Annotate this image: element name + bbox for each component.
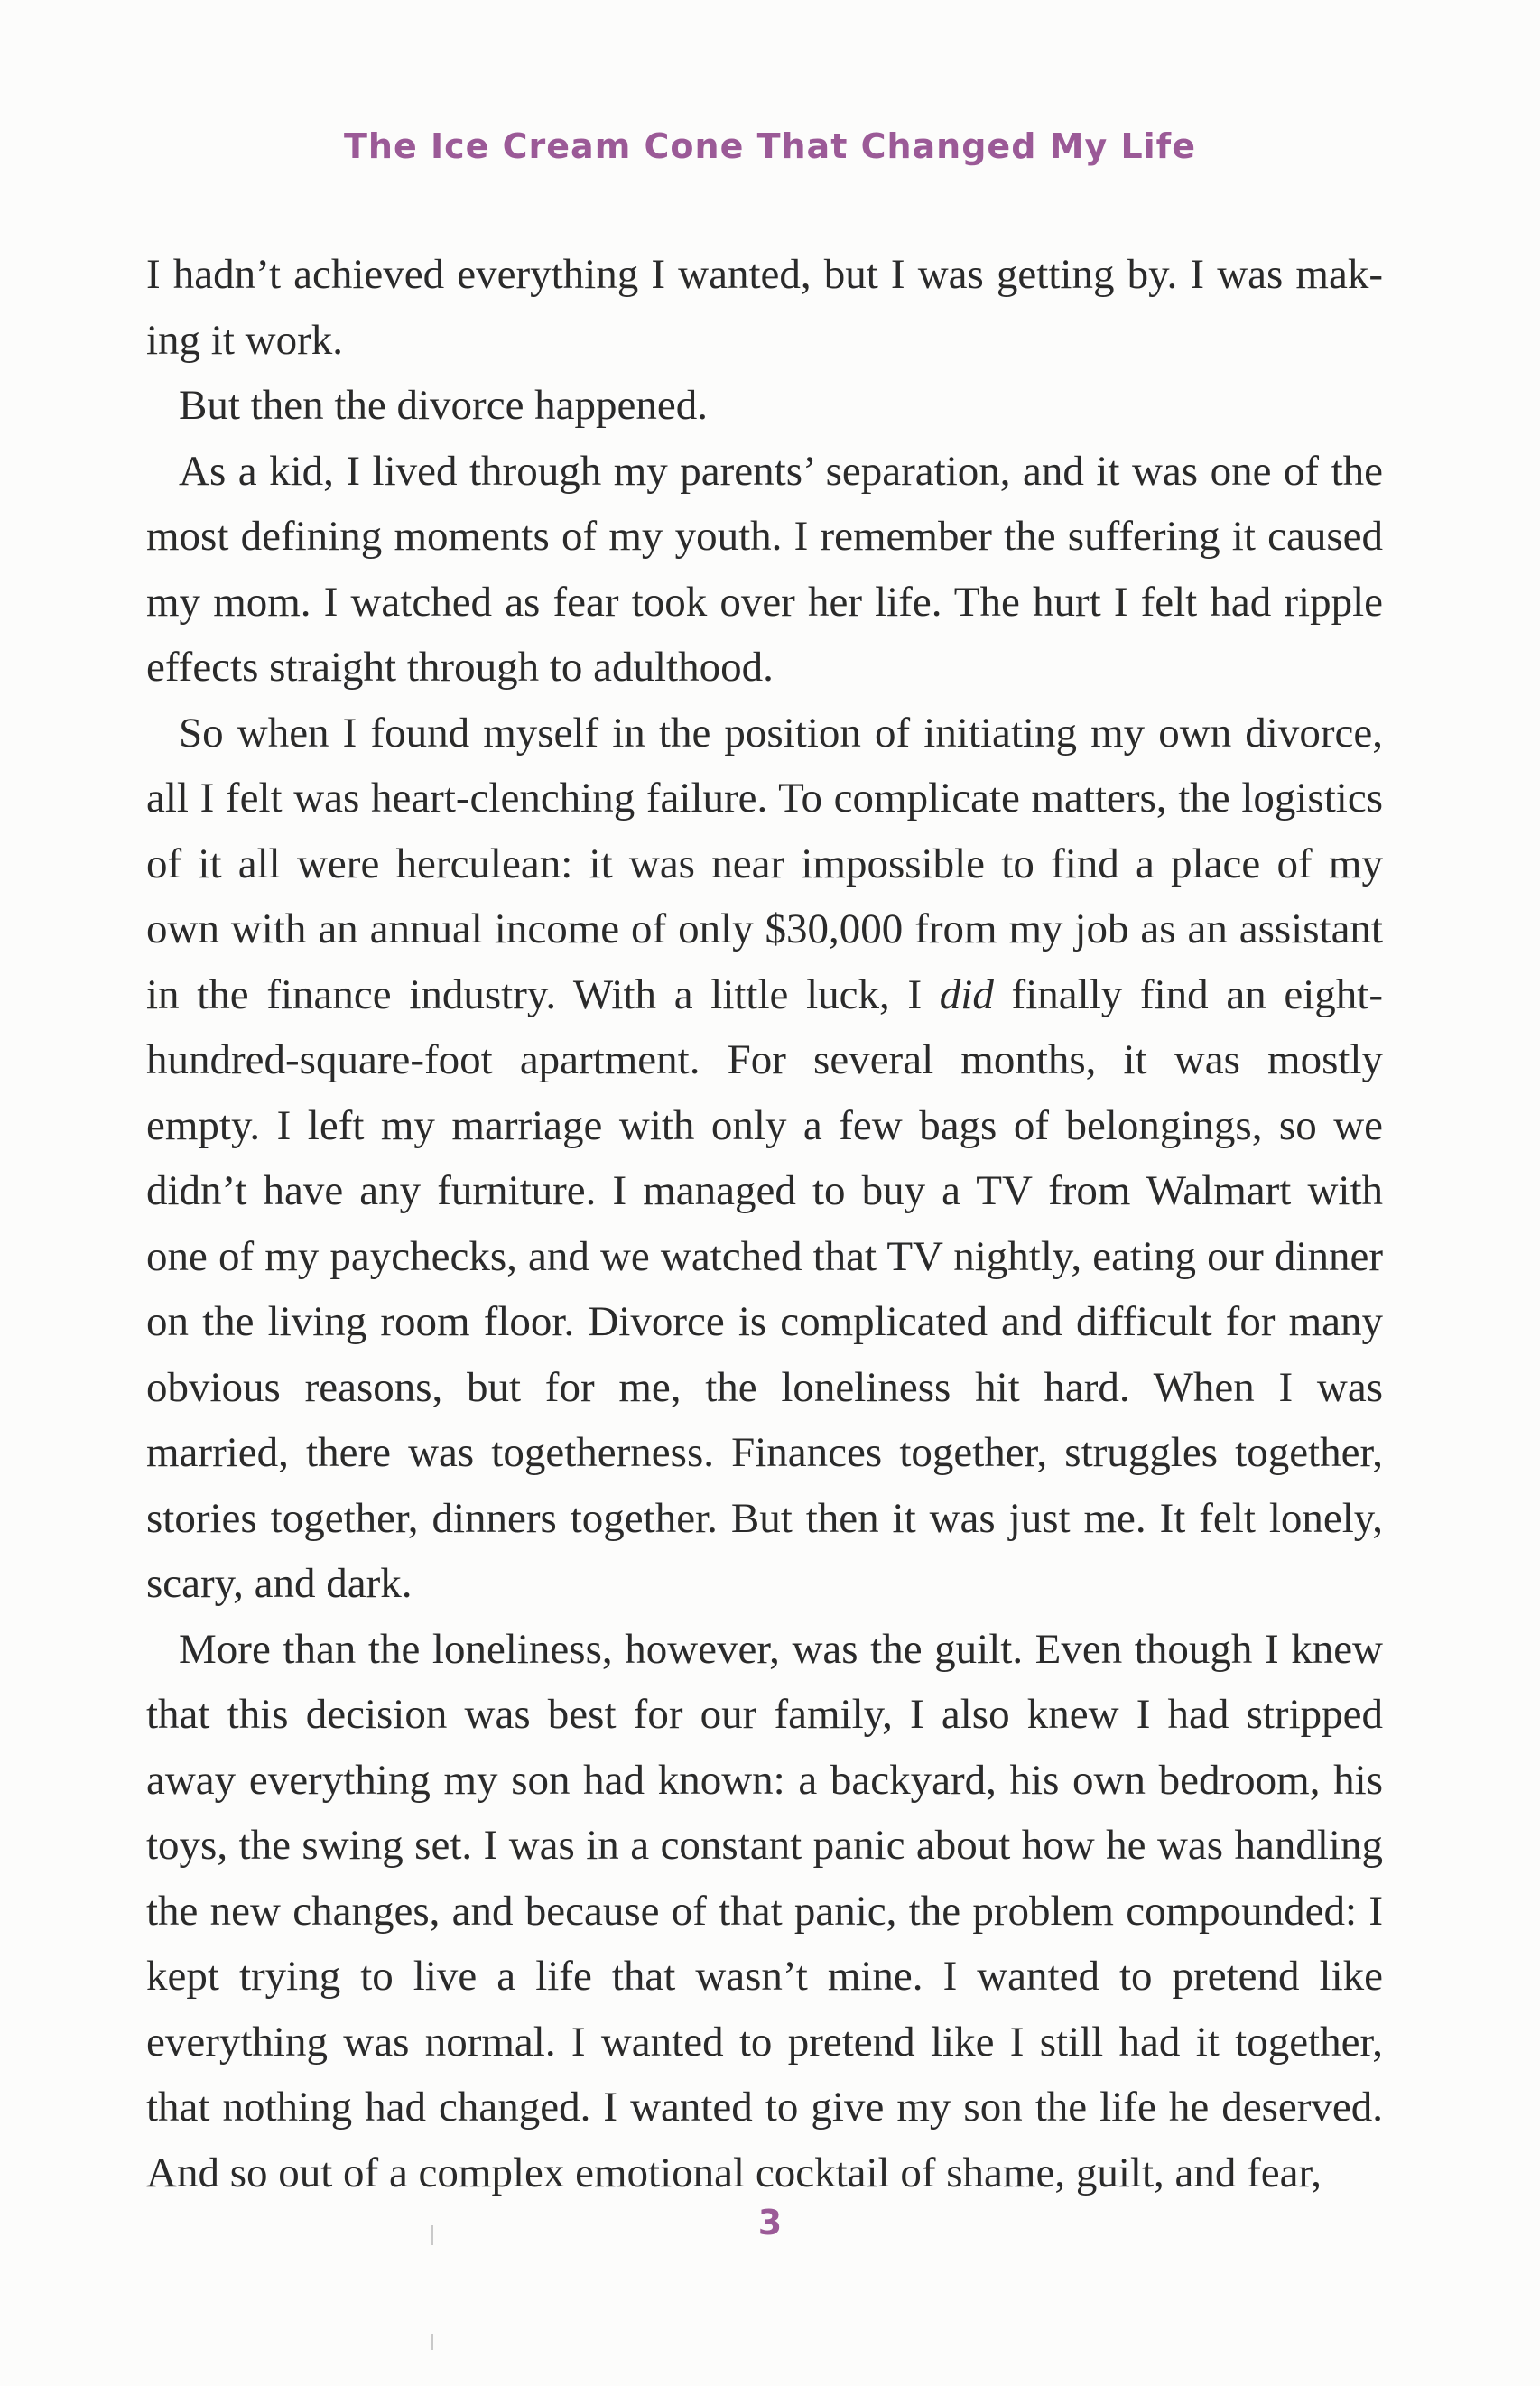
scan-artifact-mark: [431, 2334, 433, 2350]
paragraph-text: So when I found myself in the position of initiating my own divorce, all I felt was heart-clenching failure. To complicate matters, the logistics of it all were herculean: it was near impossible to find a place of my own with an annual income of only $30,000 from my job as an assistant in the finance industry. With a little luck, I: [146, 709, 1383, 1018]
paragraph: [146, 373, 1383, 439]
scan-artifact-mark: [431, 2225, 433, 2245]
emphasized-word: did: [939, 970, 994, 1018]
page-number: 3: [757, 2203, 783, 2242]
running-head-title: The Ice Cream Cone That Changed My Life: [344, 126, 1196, 166]
paragraph-text: finally find an eight-hundred-square-foot apartment. For several months, it was mostly empty. I left my marriage with only a few bags of belongings, so we didn’t have any furniture. I managed to buy a TV from Walmart with one of my paychecks, and we watched that TV nightly, eating our dinner on the living room floor. Divorce is complicated and difficult for many obvious reasons, but for me, the loneliness hit hard. When I was married, there was togetherness. Finances together, struggles together, stories together, dinners together. But then it was just me. It felt lonely, scary, and dark.: [146, 970, 1383, 1607]
paragraph-text: As a kid, I lived through my parents’ separation, and it was one of the most defining moments of my youth. I remember the suffering it caused my mom. I watched as fear took over her life. The hurt I felt had ripple effects straight through to adulthood.: [146, 447, 1383, 691]
paragraph: [146, 701, 1383, 1617]
paragraph-text: I hadn’t achieved everything I wanted, but I was getting by. I was making it work.: [146, 251, 1383, 364]
paragraph: [146, 439, 1383, 701]
paragraph-text: But then the divorce happened.: [179, 382, 709, 429]
body-text: [146, 242, 1383, 2205]
paragraph-text: More than the loneliness, however, was the guilt. Even though I knew that this decision was best for our family, I also knew I had stripped away everything my son had known: a backyard, his own bedroom, his toys, the swing set. I was in a constant panic about how he was handling the new changes, and because of that panic, the problem compounded: I kept trying to live a life that wasn’t mine. I wanted to pretend like everything was normal. I wanted to pretend like I still had it together, that nothing had changed. I wanted to give my son the life he deserved. And so out of a complex emotional cocktail of shame, guilt, and fear,: [146, 1625, 1383, 2196]
paragraph: [146, 1617, 1383, 2206]
paragraph: [146, 242, 1383, 373]
